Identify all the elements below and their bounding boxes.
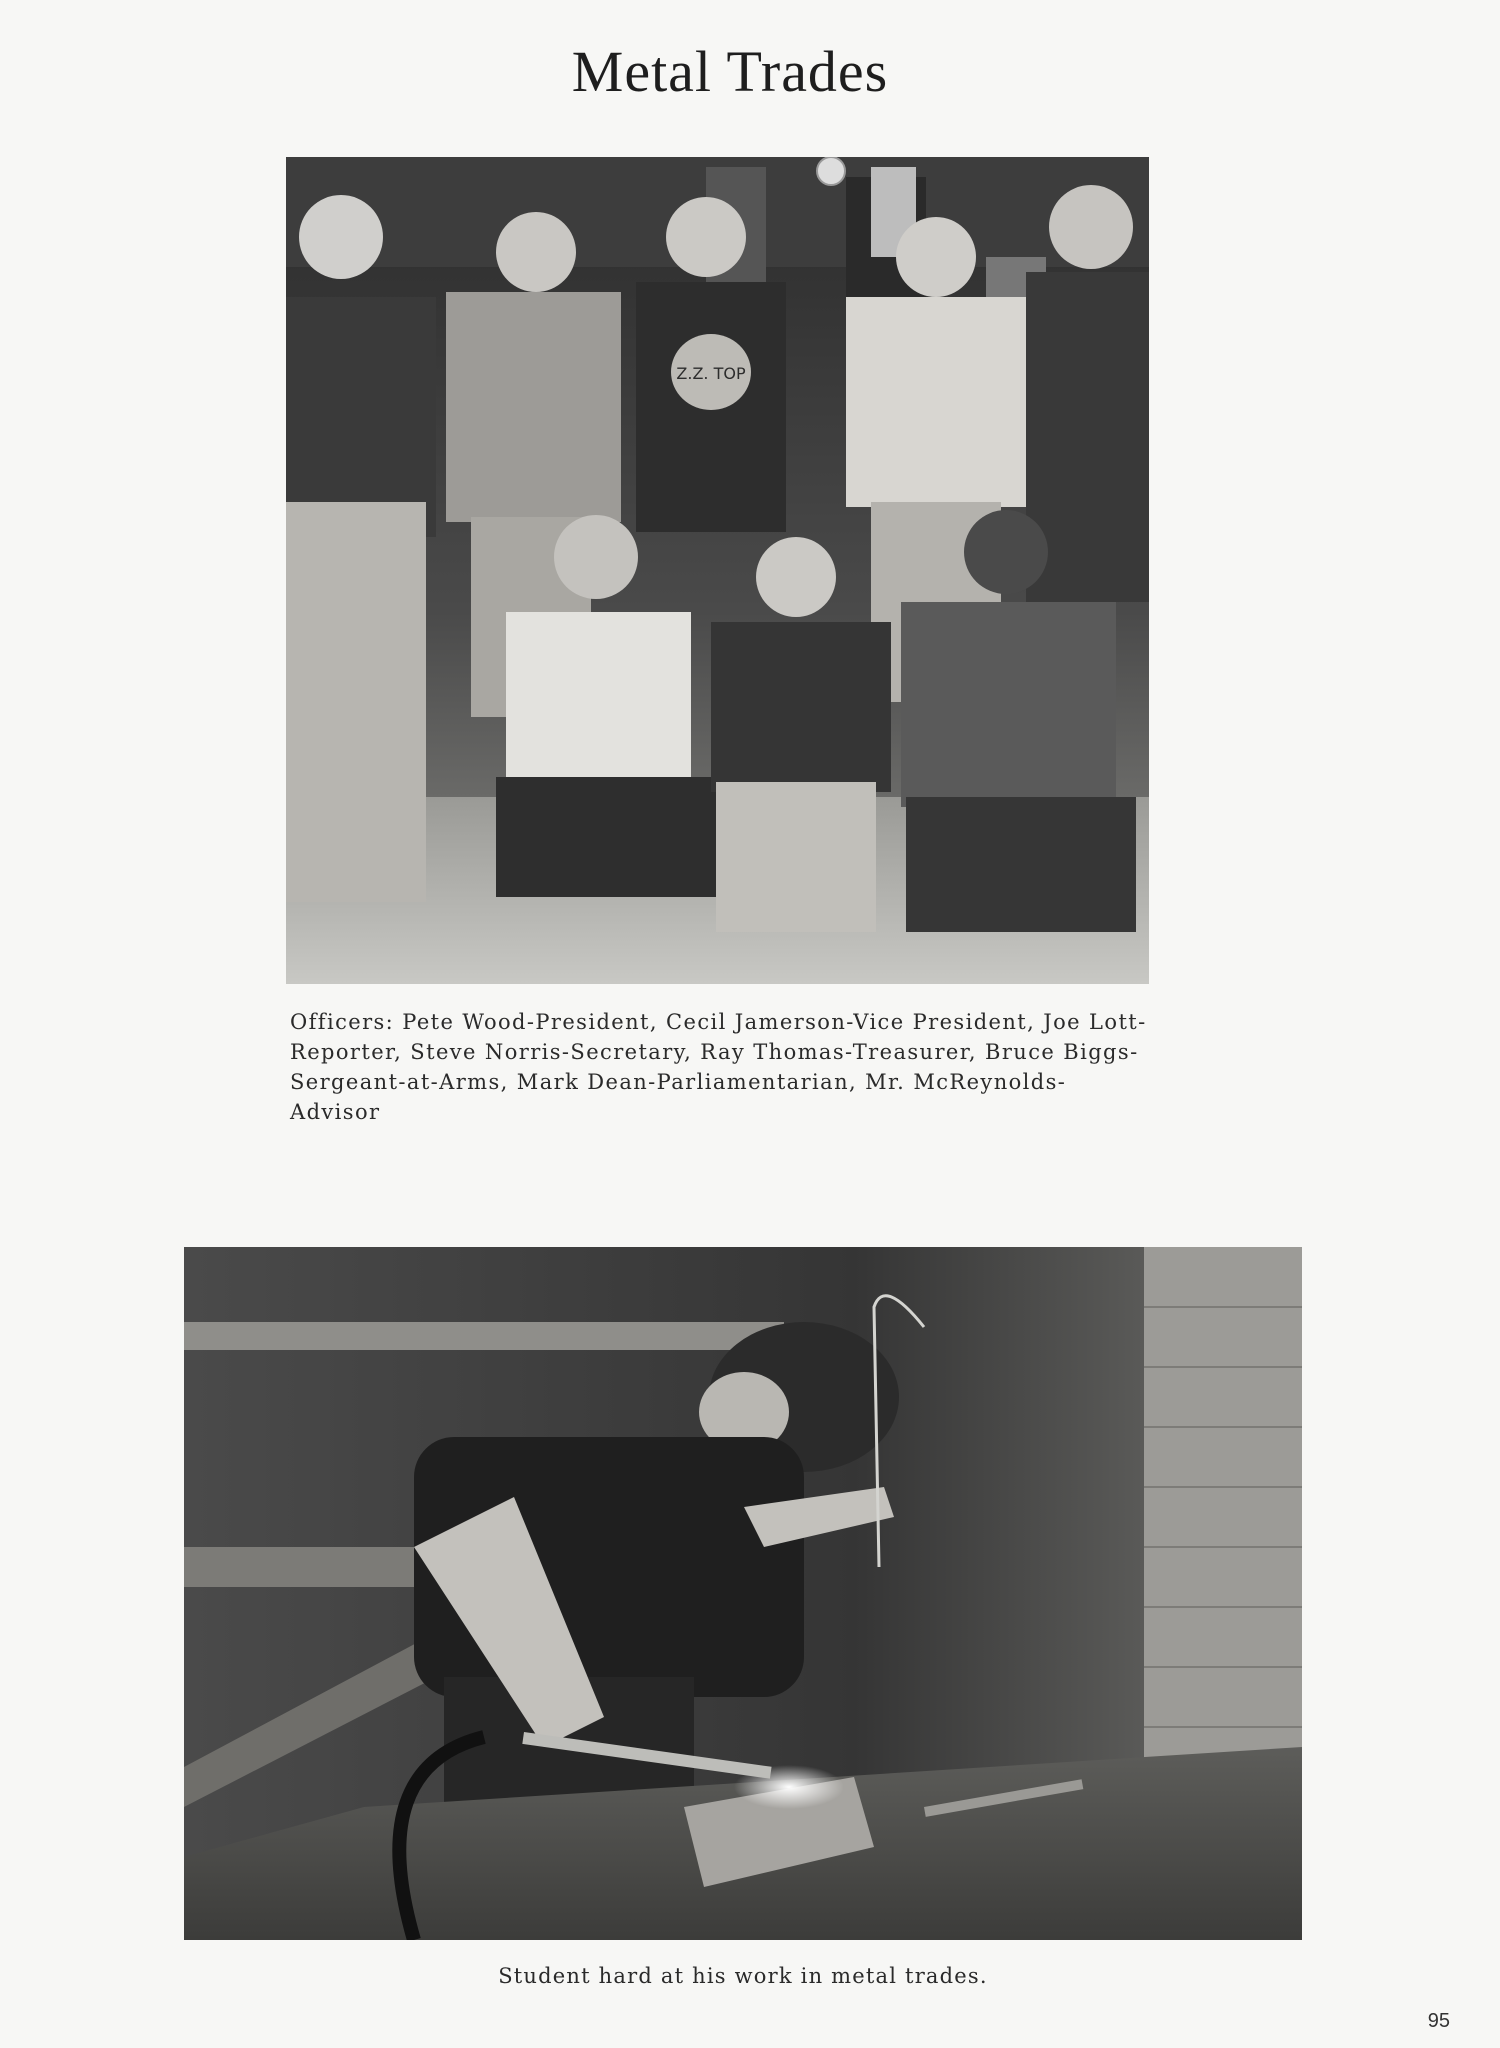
page-number: 95 (1427, 2010, 1450, 2032)
tshirt-print: Z.Z. TOP (676, 364, 746, 383)
group-photo (286, 157, 1149, 984)
welding-photo (184, 1247, 1302, 1940)
welding-photo-icon (184, 1247, 1302, 1940)
page-title: Metal Trades (571, 39, 889, 104)
group-photo-icon (286, 157, 1149, 984)
welding-caption: Student hard at his work in metal trades. (498, 1964, 988, 1988)
officers-caption: Officers: Pete Wood-President, Cecil Jamerson-Vice President, Joe Lott-Reporter, Steve Norris-Secretary, Ray Thomas-Treasurer, Bruce Biggs-Sergeant-at-Arms, Mark Dean-Parliamentarian, Mr. McReynolds-Advisor (290, 1010, 1147, 1124)
